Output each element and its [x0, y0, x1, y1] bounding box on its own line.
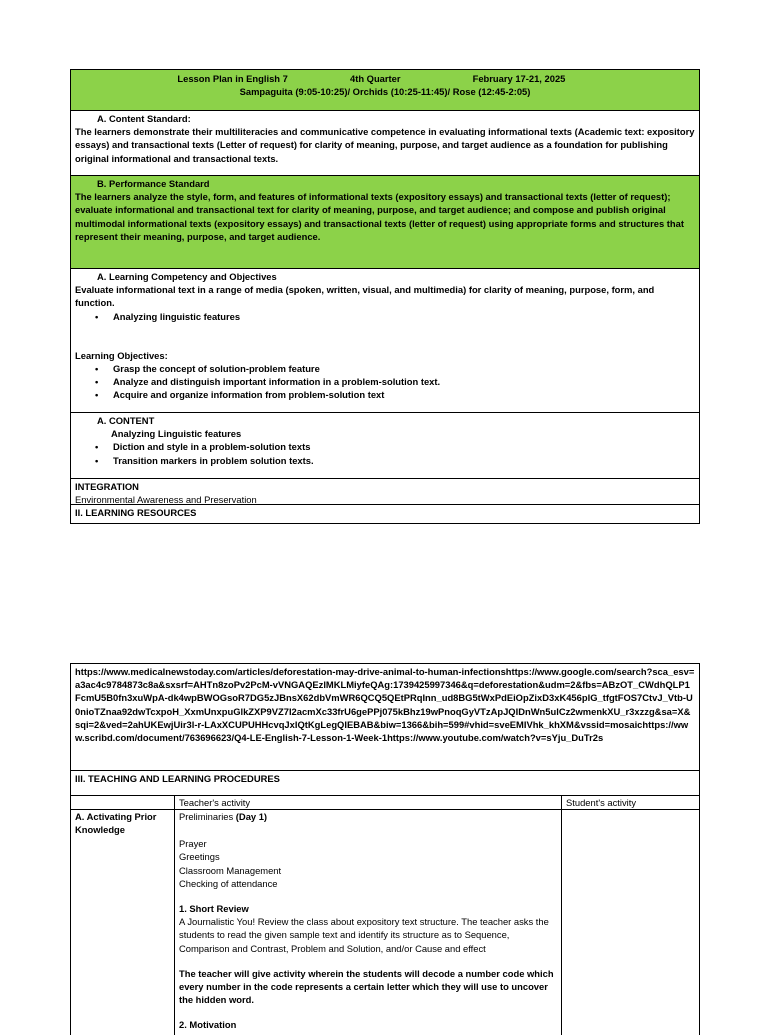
- student-column: [561, 796, 699, 1035]
- objective-item: • Grasp the concept of solution-problem feature: [75, 362, 695, 375]
- competency-bullet: • Analyzing linguistic features: [75, 310, 695, 323]
- objectives-label: Learning Objectives:: [75, 349, 168, 361]
- lesson-title: Lesson Plan in English 7: [177, 73, 288, 84]
- links-row: [71, 664, 699, 770]
- objective-item: • Analyze and distinguish important information in a problem-solution text.: [75, 375, 695, 388]
- competency-label: A. Learning Competency and Objectives: [97, 271, 277, 282]
- procedures-heading-row: [71, 770, 699, 797]
- performance-standard-text: The learners analyze the style, form, and features of informational texts (expository essays) and transactional texts (letter of request); evaluate informational and transactional text for clarity of meaning, purpose, and target audience; and compose and publish original multimodal informational texts (expository essays) and transactional texts (letter of request) using appropriate forms and structures that represent their meaning, purpose, and target audience.: [75, 191, 684, 242]
- preliminaries: Preliminaries: [179, 811, 234, 822]
- performance-standard-label: B. Performance Standard: [97, 178, 210, 189]
- integration-label: INTEGRATION: [75, 481, 139, 492]
- motivation-title: 2. Motivation: [179, 1019, 237, 1031]
- day-label: (Day 1): [235, 811, 268, 822]
- student-activity-header: Student's activity: [566, 797, 637, 808]
- routine-item: Greetings: [179, 851, 220, 863]
- routine-item: Classroom Management: [179, 864, 282, 876]
- content-standard-label: A. Content Standard:: [97, 113, 191, 124]
- header-row: [71, 70, 699, 110]
- resource-links[interactable]: https://www.medicalnewstoday.com/articles/deforestation-may-drive-animal-to-human-infectionshttps://www.google.com/search?sca_esv=a3ac4c9784873c8a&sxsrf=AHTn8zoPv2PcM-vVNGAQEzlMKLMiyfeQAg:1739425997346&q=deforestation&udm=2&fbs=ABzOT_CWdhQLP1FcmU5B0fn3xuWpA-dk4wpBWOGsoR7DG5zJBnsX62dbVmWR6QCQ5QEtPRqInn_ud8BG5tWxPdEiOpZixD3xK456plG_tfgtFOS7CtvJ_Vtb-U0nioTZnaa92dwTcxpoH_XxmUnxpuGlkZXP9VZ7I2acmXc33frU6gePPj075kBhz19wPnoqGyVTzApJQIDnWn5ulCz2wmenkXU_r3xzzg&sa=X&sqi=2&ved=2ahUKEwjUir3l-r-LAxXCUPUHHcvqJxIQtKgLegQIEBAB&biw=1366&bih=599#vhid=sveEMIVhk_khXM&vssid=mosaichttps://www.scribd.com/document/763696623/Q4-LE-English-7-Lesson-1-Week-1https://www.youtube.com/watch?v=sYju_DuTr2s: [75, 666, 695, 744]
- competency-text: Evaluate informational text in a range of media (spoken, written, visual, and multimedia) for clarity of meaning, purpose, form, and function.: [75, 284, 655, 309]
- content-label: A. CONTENT: [97, 415, 155, 426]
- date: February 17-21, 2025: [472, 73, 566, 84]
- content-row: [71, 412, 699, 478]
- resources-table: [70, 663, 700, 797]
- lesson-plan-table: [70, 69, 700, 524]
- competency-row: [71, 268, 699, 412]
- content-standard-row: [71, 110, 699, 175]
- sections: Sampaguita (9:05-10:25)/ Orchids (10:25-11:45)/ Rose (12:45-2:05): [239, 86, 531, 98]
- content-sub: Analyzing Linguistic features: [111, 428, 242, 440]
- content-item: • Transition markers in problem solution texts.: [75, 454, 695, 467]
- performance-standard-row: [71, 175, 699, 268]
- short-review-title: 1. Short Review: [179, 903, 249, 915]
- procedures-table: [70, 795, 700, 1035]
- short-review-text: A Journalistic You! Review the class about expository text structure. The teacher asks the students to read the given sample text and identify its structure as to Sequence, Comparison and Contrast, Problem and Solution, and/or Cause and effect: [179, 916, 549, 954]
- activity-text: The teacher will give activity wherein the students will decode a number code which every number in the code represents a certain letter which they will use to uncover the hidden word.: [179, 967, 554, 1006]
- routine-item: Prayer: [179, 838, 207, 850]
- content-item: • Diction and style in a problem-solution texts: [75, 440, 695, 453]
- integration-text: Environmental Awareness and Preservation: [75, 494, 257, 506]
- header-line-1: [75, 72, 695, 85]
- routine-item: Checking of attendance: [179, 877, 278, 889]
- objective-item: • Acquire and organize information from problem-solution text: [75, 388, 695, 401]
- activating-prior-knowledge-label: A. Activating Prior Knowledge: [75, 811, 157, 836]
- procedures-label: III. TEACHING AND LEARNING PROCEDURES: [75, 773, 280, 784]
- integration-row: [71, 478, 699, 504]
- resources-row: [71, 504, 699, 523]
- quarter: 4th Quarter: [350, 73, 401, 84]
- resources-label: II. LEARNING RESOURCES: [75, 507, 197, 518]
- teacher-activity-header: Teacher's activity: [179, 797, 251, 808]
- content-standard-text: The learners demonstrate their multiliteracies and communicative competence in evaluating informational texts (Academic text: expository essays) and transactional texts (Letter of request) for clarity of meaning, purpose, and target audience as a foundation for publishing original informational and transactional texts.: [75, 126, 695, 164]
- teacher-activity-content: [179, 810, 555, 1032]
